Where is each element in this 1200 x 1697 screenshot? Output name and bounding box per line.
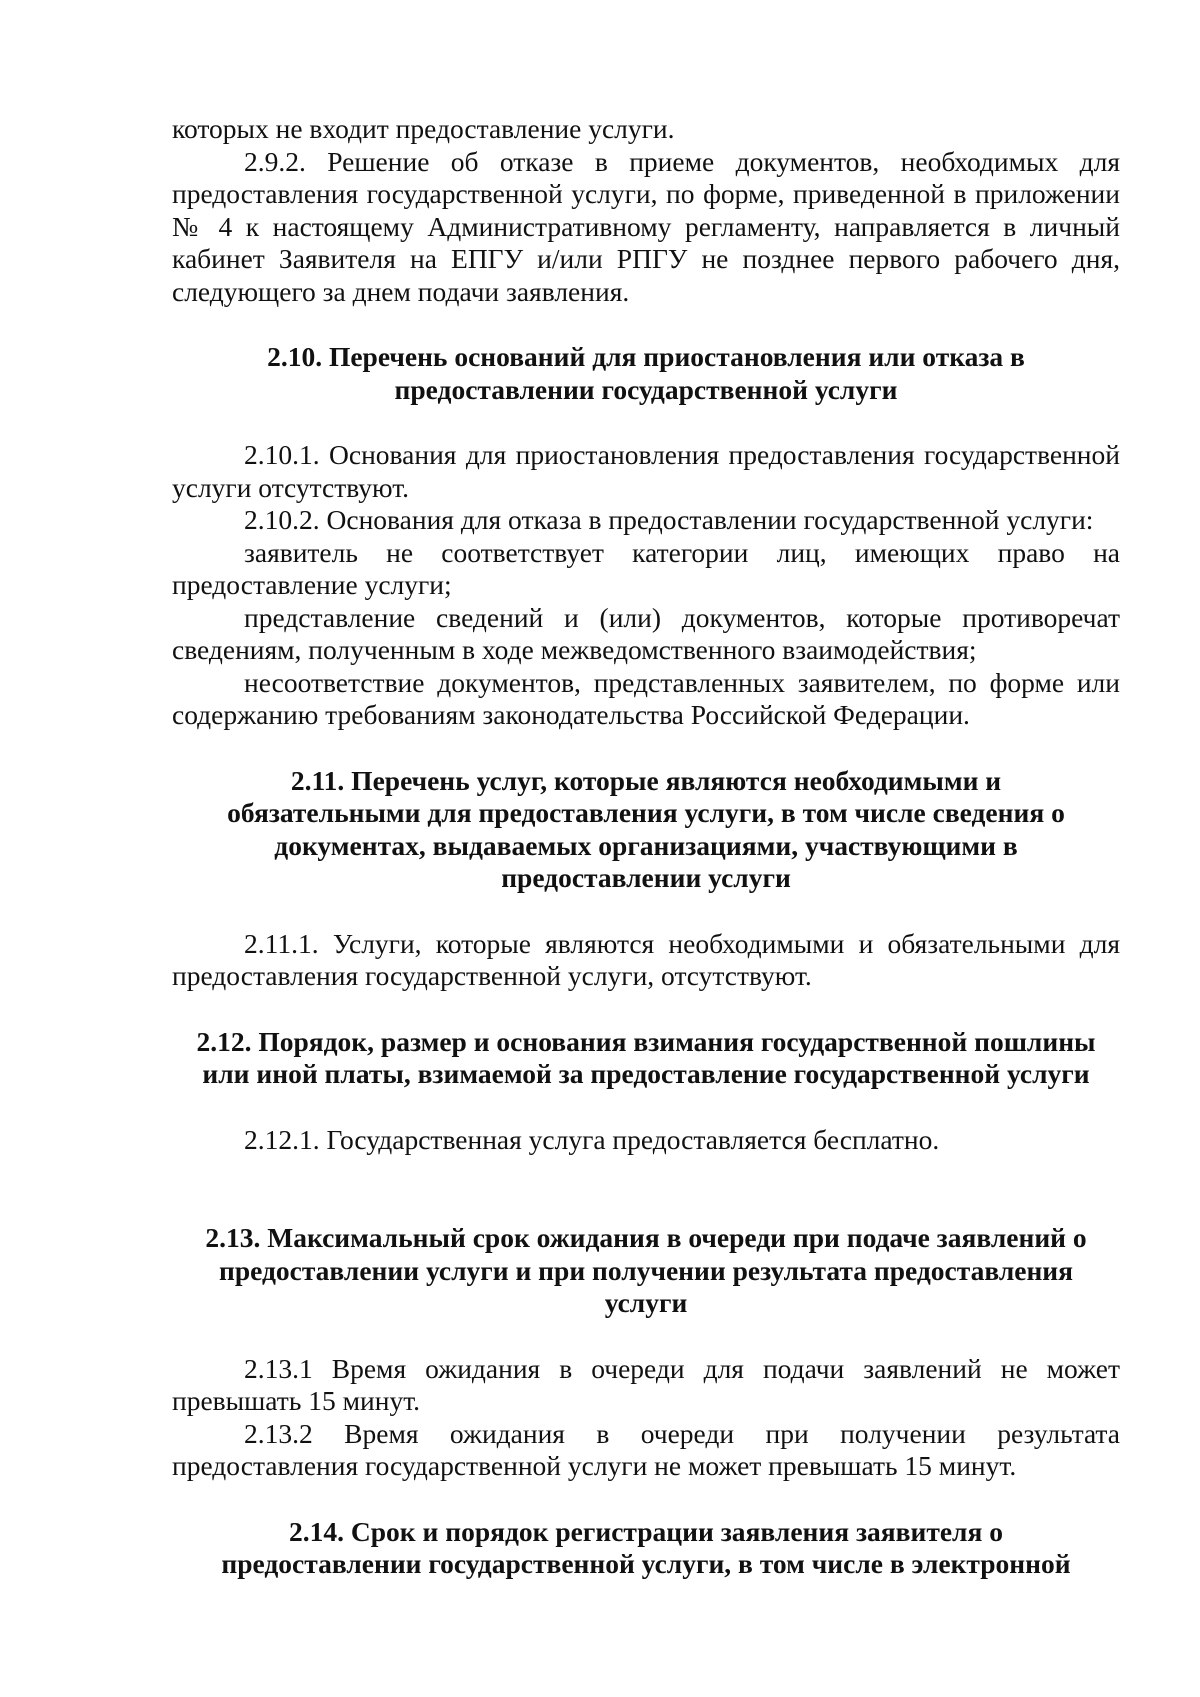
paragraph-2-10-2-item-a: заявитель не соответствует категории лиц, имеющих право на предоставление услуги;	[172, 536, 1120, 600]
heading-line: или иной платы, взимаемой за предоставление государственной услуги	[202, 1058, 1090, 1089]
paragraph-2-13-1: 2.13.1 Время ожидания в очереди для подачи заявлений не может превышать 15 минут.	[172, 1352, 1120, 1416]
section-heading-2-14	[172, 1516, 1120, 1581]
heading-line: 2.14. Срок и порядок регистрации заявления заявителя о	[289, 1515, 1003, 1547]
heading-line: услуги	[604, 1287, 688, 1318]
section-heading-2-10	[172, 341, 1120, 406]
heading-line: предоставлении услуги	[501, 862, 791, 893]
heading-line: документах, выдаваемых организациями, участвующими в	[274, 829, 1018, 861]
heading-line: предоставлении услуги и при получении результата предоставления	[218, 1254, 1074, 1286]
paragraph-2-12-1: 2.12.1. Государственная услуга предоставляется бесплатно.	[244, 1123, 940, 1155]
heading-line: 2.10. Перечень оснований для приостановления или отказа в	[267, 341, 1025, 372]
paragraph-2-10-2-item-c: несоответствие документов, представленных заявителем, по форме или содержанию требованиям законодательства Российской Федерации.	[172, 666, 1120, 730]
paragraph-continuation: которых не входит предоставление услуги.	[172, 113, 675, 144]
heading-line: предоставлении государственной услуги, в том числе в электронной	[221, 1548, 1071, 1579]
section-heading-2-13	[172, 1222, 1120, 1320]
heading-line: 2.11. Перечень услуг, которые являются необходимыми и	[290, 764, 1002, 796]
paragraph-2-13-2: 2.13.2 Время ожидания в очереди при получении результата предоставления государственной услуги не может превышать 15 минут.	[172, 1417, 1120, 1481]
paragraph-2-10-1: 2.10.1. Основания для приостановления предоставления государственной услуги отсутствуют.	[172, 439, 1120, 503]
heading-line: 2.12. Порядок, размер и основания взимания государственной пошлины	[196, 1025, 1096, 1057]
heading-line: предоставлении государственной услуги	[394, 373, 898, 405]
paragraph-2-10-2-item-b: представление сведений и (или) документов, которые противоречат сведениям, полученным в ходе межведомственного взаимодействия;	[172, 601, 1120, 665]
section-heading-2-12	[172, 1026, 1120, 1091]
heading-line: обязательными для предоставления услуги, в том числе сведения о	[227, 797, 1065, 828]
document-body	[172, 113, 1120, 1581]
paragraph-2-11-1: 2.11.1. Услуги, которые являются необходимыми и обязательными для предоставления государственной услуги, отсутствуют.	[172, 927, 1120, 991]
paragraph-2-10-2: 2.10.2. Основания для отказа в предоставлении государственной услуги:	[244, 504, 1094, 535]
section-heading-2-11	[172, 765, 1120, 895]
heading-line: 2.13. Максимальный срок ожидания в очереди при подаче заявлений о	[205, 1222, 1087, 1253]
paragraph-2-9-2: 2.9.2. Решение об отказе в приеме документов, необходимых для предоставления государственной услуги, по форме, приведенной в приложении № 4 к настоящему Административному регламенту, направляется в личный кабинет Заявителя на ЕПГУ и/или РПГУ не позднее первого рабочего дня, следующего за днем подачи заявления.	[172, 145, 1120, 307]
